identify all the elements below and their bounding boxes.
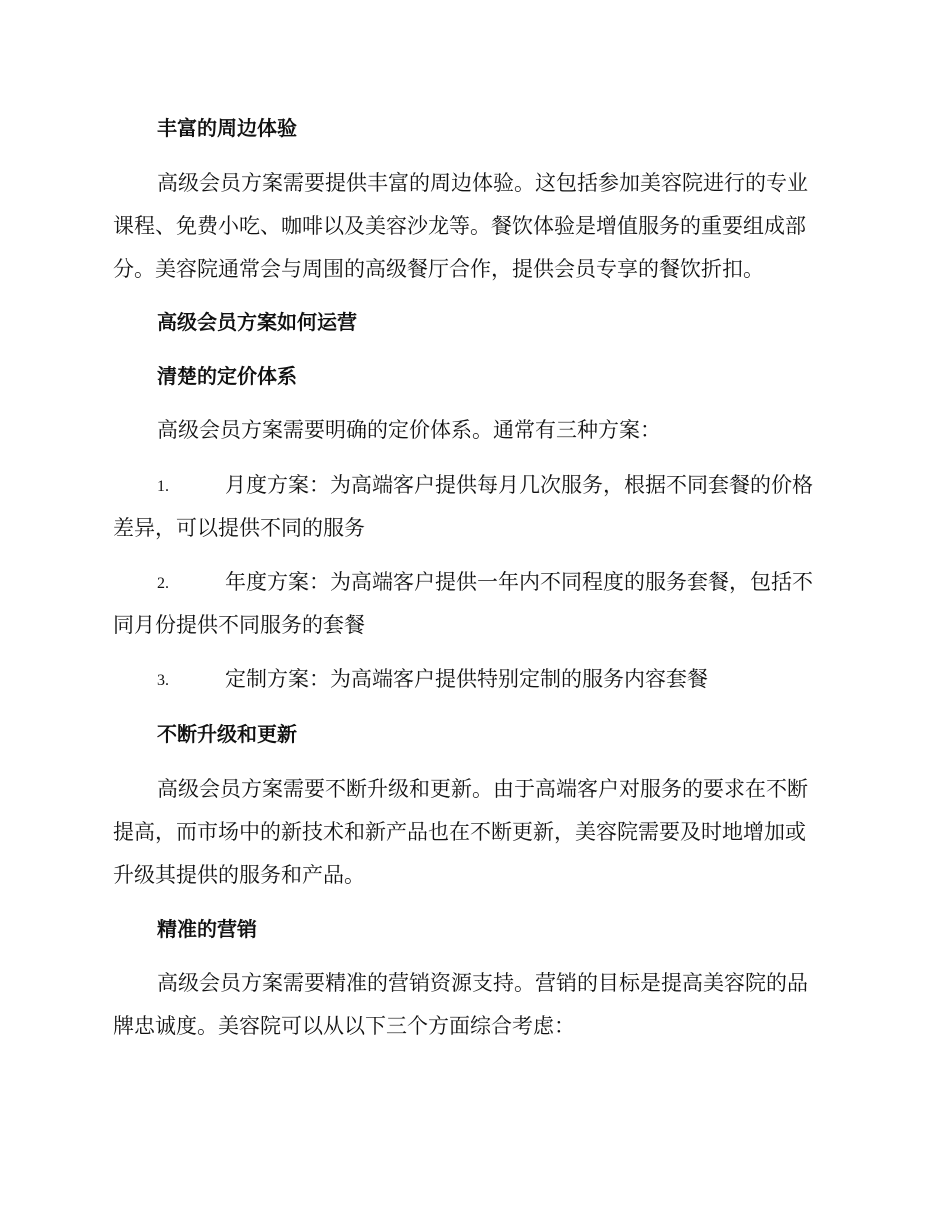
paragraph-line: 高级会员方案需要精准的营销资源支持。营销的目标是提高美容院的品	[157, 971, 808, 995]
list-item-line: 月度方案：为高端客户提供每月几次服务，根据不同套餐的价格	[225, 473, 813, 497]
section-heading: 丰富的周边体验	[157, 116, 297, 140]
paragraph-line: 分。美容院通常会与周围的高级餐厅合作，提供会员专享的餐饮折扣。	[113, 257, 764, 281]
list-number: 1.	[157, 478, 169, 495]
list-number: 2.	[157, 575, 169, 592]
paragraph-line: 高级会员方案需要明确的定价体系。通常有三种方案：	[157, 418, 661, 442]
section-heading: 精准的营销	[157, 917, 257, 941]
list-item-line: 定制方案：为高端客户提供特别定制的服务内容套餐	[225, 667, 708, 691]
paragraph-line: 牌忠诚度。美容院可以从以下三个方面综合考虑：	[113, 1014, 575, 1038]
list-item-line: 差异，可以提供不同的服务	[113, 516, 365, 540]
list-item-line: 同月份提供不同服务的套餐	[113, 613, 365, 637]
list-number: 3.	[157, 672, 169, 689]
paragraph-line: 升级其提供的服务和产品。	[113, 863, 365, 887]
section-heading: 高级会员方案如何运营	[157, 310, 357, 334]
paragraph-line: 课程、免费小吃、咖啡以及美容沙龙等。餐饮体验是增值服务的重要组成部	[113, 214, 806, 238]
section-heading: 清楚的定价体系	[157, 364, 297, 388]
paragraph-line: 提高，而市场中的新技术和新产品也在不断更新，美容院需要及时地增加或	[113, 820, 806, 844]
section-heading: 不断升级和更新	[157, 722, 297, 746]
list-item-line: 年度方案：为高端客户提供一年内不同程度的服务套餐，包括不	[225, 570, 813, 594]
paragraph-line: 高级会员方案需要不断升级和更新。由于高端客户对服务的要求在不断	[157, 777, 808, 801]
paragraph-line: 高级会员方案需要提供丰富的周边体验。这包括参加美容院进行的专业	[157, 171, 808, 195]
